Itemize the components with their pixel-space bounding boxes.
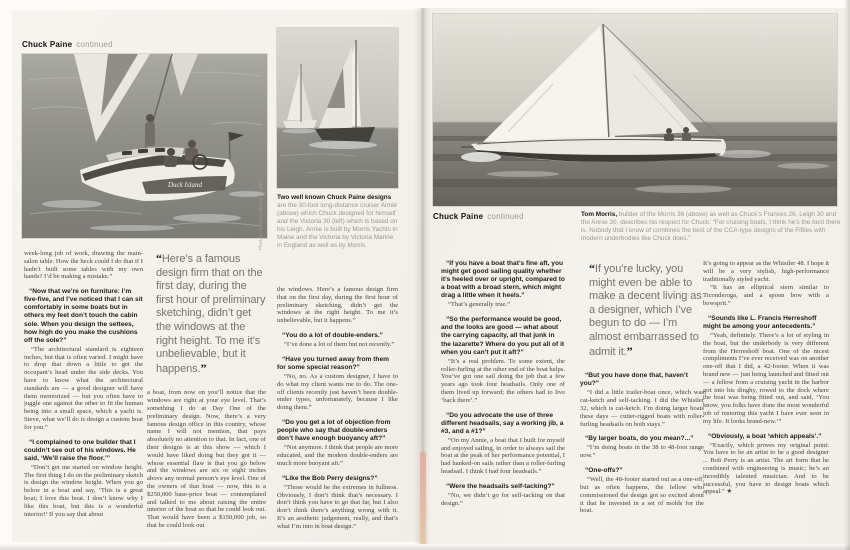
interview-question: “Sounds like L. Francis Herreshoff might be among your antecedents.”: [703, 314, 817, 330]
bow-wave: [461, 152, 501, 162]
pull-quote-text: If you’re lucky, you might even be able to make a decent living as a designer, which I’ve begun to do — I’m almost embarrassed to admit it.: [589, 263, 702, 358]
running-header-left: [22, 40, 113, 49]
interview-answer: “Not anymore. I think that people are more educated, and the modern double-enders are much more buoyant aft.”: [277, 444, 398, 467]
interview-question: “One-offs?”: [585, 467, 623, 475]
right-column-3: [703, 260, 829, 538]
left-column-3: [277, 286, 398, 536]
right-photo-caption: [581, 211, 843, 243]
interview-question: “But you have done that, haven’t you?”: [580, 372, 688, 388]
open-quote-mark: “: [589, 261, 595, 275]
pull-quote: [147, 250, 266, 376]
caption-lead: Two well known Chuck Paine designs: [277, 194, 392, 201]
interview-answer: “It has an elliptical stern similar to Ticonderoga, and a spoon bow with a bowsprit.”: [703, 284, 829, 307]
interview-answer: “It’s a real problem. To some extent, the roller-furling at the other end of the boat helps. You’ve got one sail doing the job that a few years ago took four headsails. Only one of them lived up forward; the others had to live ‘back there’.”: [441, 357, 565, 404]
interview-question: “So the performance would be good, and the looks are good — what about the carrying capacity, all that junk in the lazarette? Where do you put all of it when you can’t put it aft?”: [441, 316, 565, 356]
interview-answer: “That’s generally true.”: [448, 301, 511, 309]
interview-answer: “I did a little trailer-boat once, which was cat-ketch and self-tacking. I did the Whistler 32, which is cat-ketch. I’m doing larger boats these days — cutter-rigged boats with roller-furling headsails on both stays.”: [580, 389, 704, 428]
hull-name-text: Duck Island: [167, 181, 203, 189]
interview-answer: It’s going to appear as the Whistler 48. I hope it will be a very stylish, high-performance traditionally styled yacht.: [703, 260, 829, 283]
sailboat-annie-photo-illustration: [22, 54, 267, 238]
interview-question: “Obviously, a boat ‘which appeals’.”: [708, 432, 822, 440]
inner-page-edge: [420, 452, 426, 544]
close-quote-mark: ”: [626, 343, 633, 358]
interview-question: “If you have a boat that’s fine aft, you might get good sailing quality whether it’s heeled over or upright, compared to a boat with a broad stern, which might drag a little when it heels.”: [441, 260, 565, 300]
interview-question: “Were the headsails self-tacking?”: [446, 482, 555, 490]
interview-answer: “I’ve done a lot of them but not recently.”: [284, 341, 395, 349]
morris-36-photo-illustration: [433, 14, 837, 206]
interview-question: “Like the Bob Perry designs?”: [282, 474, 378, 482]
interview-answer: week-long job of work, drawing the main-salon table. How the heck could I do that if I hadn’t built some tables with my own hands? I’d be making a mistake.”: [24, 250, 143, 281]
interview-answer: a boat, from now on you’ll notice that the windows are right at your eye level. That’s something I do at Day One of the preliminary design. Now, there’s a very famous design office in this country, whose name I will not mention, that pays absolutely no attention to that. In fact, one of their designs is at this show — which I would have liked doing but they got it — whose essential flaw is that you go below and the windows are six or eight inches above any normal person’s eye level. One of the owners of that boat — now, this is a $250,000 base-price boat — contemplated and talked to me about raising the entire interior of the boat so that he could look out. That would have been a $150,000 job, so that he could look out: [147, 389, 266, 529]
scan-edge-bottom: [0, 544, 850, 550]
left-page-column-photo: [277, 28, 398, 188]
running-header-continued: continued: [76, 40, 113, 49]
interview-answer: “Well, the 48-footer started out as a one-off, but as often happens, the fellow who commissioned the design got so excited about it that he invested in a set of molds for the boat.: [580, 476, 704, 515]
interview-answer: “On my Annie, a boat that I built for myself and enjoyed sailing, in order to always sail the boat at the peak of her performance potential, I had hanked-on sails rather than a roller-furling headsail. I think I had four headsails.”: [441, 436, 565, 475]
running-header-continued: continued: [487, 212, 524, 221]
interview-question: “Have you turned away from them for some special reason?”: [277, 355, 389, 371]
stern-wake: [715, 150, 771, 158]
pull-quote: [580, 260, 704, 359]
right-page: [422, 8, 846, 544]
interview-question: “Now that we’re on furniture: I’m five-five, and I’ve noticed that I can sit comfortably in some boats but in others my feet don’t touch the cabin sole. When you design the settees, how high do you make the cushions off the sole?”: [24, 288, 143, 344]
interview-question: “You do a lot of double-enders.”: [282, 331, 383, 339]
left-page-main-photo: [22, 54, 267, 238]
caption-body: are the 30-foot long-distance cruiser Annie (above) which Chuck designed for himself and the Victoria 30 (left) which is based on his Leigh. Annie is built by Morris Yachts in Maine and the Victoria by Victoria Marine in England as well as by Morris.: [277, 202, 398, 249]
caption-body: builder of the Morris 36 (above) as well as Chuck’s Frances 26, Leigh 30 and the Annie 30, describes his respect for Chuck: “For cruising boats, I think he’s the best there is. Nobody that I know of combines the best of the CCA-type designs of the Fifties with modern underbodies like Chuck does.”: [581, 211, 841, 242]
interview-answer: “No, no. As a custom designer, I have to do what my client wants me to do. The one-off clients recently just haven’t been double-ender types, unfortunately, because I like doing them.”: [277, 373, 398, 412]
right-column-1: [441, 260, 565, 538]
right-page-main-photo: [433, 14, 837, 206]
interview-answer: “I’m doing boats in the 38 to 48-foot range now.”: [580, 444, 704, 460]
left-photo-caption: [277, 194, 398, 250]
open-quote-mark: “: [156, 251, 162, 265]
interview-answer: “No, we didn’t go for self-tacking on that design.”: [441, 491, 565, 507]
running-header-name: Chuck Paine: [433, 212, 484, 221]
interview-answer: “Those would be the extremes in fullness. Obviously, I don’t think that’s necessary. I don’t think you have to go that far, but I also don’t think there’s anything wrong with it. It’s an aesthetic judgement, really, and that’s what I’m into in boat design.”: [277, 483, 398, 530]
interview-answer: “Don’t get me started on window height. The first thing I do on the preliminary sketch is design the window height. When you go below in a boat and say, ‘This is a great boat; I love this boat. I don’t know why I like this boat, but this is a wonderful interior!’ If you say that about: [24, 463, 143, 518]
interview-question: “Do you get a lot of objection from people who say that double-enders don’t have enough buoyancy aft?”: [277, 419, 391, 443]
interview-answer: “Yeah, definitely. There’s a lot of styling in the boat, but the underbody is very different from the Herreshoff boat. One of the nicest compliments I’ve ever received was on another one-off that I did, a 42-footer. When it was brand new — just being launched and fitted out — a fellow from a cruising yacht in the harbor got into his dinghy, rowed to the dock where the boat was being fitted out, and said, ‘You know, you folks have done the most wonderful job of restoring this yacht I have ever seen in my life. It looks brand-new.’”: [703, 331, 829, 425]
two-sailboats-photo-illustration: [277, 28, 398, 188]
right-column-2: [580, 260, 704, 538]
interview-answer: “Exactly, which proves my original point: You have to be an artist to be a good designer ... Bob Perry is an artist. The art form that he combined with engineering is music; he’s an incredibly talented musician. And to be successful, you have to design boats which appeal.” ★: [703, 441, 829, 496]
photo-credit: Photos courtesy Morris Yachts: [258, 180, 263, 250]
pull-quote-text: Here’s a famous design firm that on the first day, during the first hour of preliminary sketching, didn’t get the windows at the right height. To me it’s unbelievable, but it happens.: [156, 253, 266, 375]
left-column-1: [24, 250, 143, 536]
sea-background: [22, 54, 267, 238]
left-page: [12, 10, 422, 542]
interview-question: “Do you advocate the use of three different headsails, say a working jib, a #3, and a #1?”: [441, 411, 564, 435]
interview-answer: the windows. Here’s a famous design firm that on the first day, during the first hour of preliminary sketching, didn’t get the windows at the right height. To me it’s unbelievable, but it happens.”: [277, 286, 398, 325]
interview-question: “By larger boats, do you mean?...”: [585, 435, 694, 443]
wake: [282, 129, 316, 134]
running-header-right: [433, 212, 524, 221]
running-header-name: Chuck Paine: [22, 40, 73, 49]
left-column-2: [147, 250, 266, 536]
scan-edge-right: [844, 0, 850, 550]
close-quote-mark: ”: [200, 360, 207, 375]
caption-lead: Tom Morris,: [581, 211, 618, 218]
interview-question: “I complained to one builder that I couldn’t see out of his windows. He said, ‘We’ll raise the floor.’”: [24, 438, 136, 462]
interview-answer: “The architectural standard is eighteen inches, but that is often varied. I might have to drop that down a little to get the occupant’s head under the side decks. You have to know what the architectural standards are — a good designer will have them memorized — but you often have to juggle one against the other to fit the human being into a small space, which a yacht is. Steve, what we’ll do is design a custom boat for you.”: [24, 345, 143, 431]
